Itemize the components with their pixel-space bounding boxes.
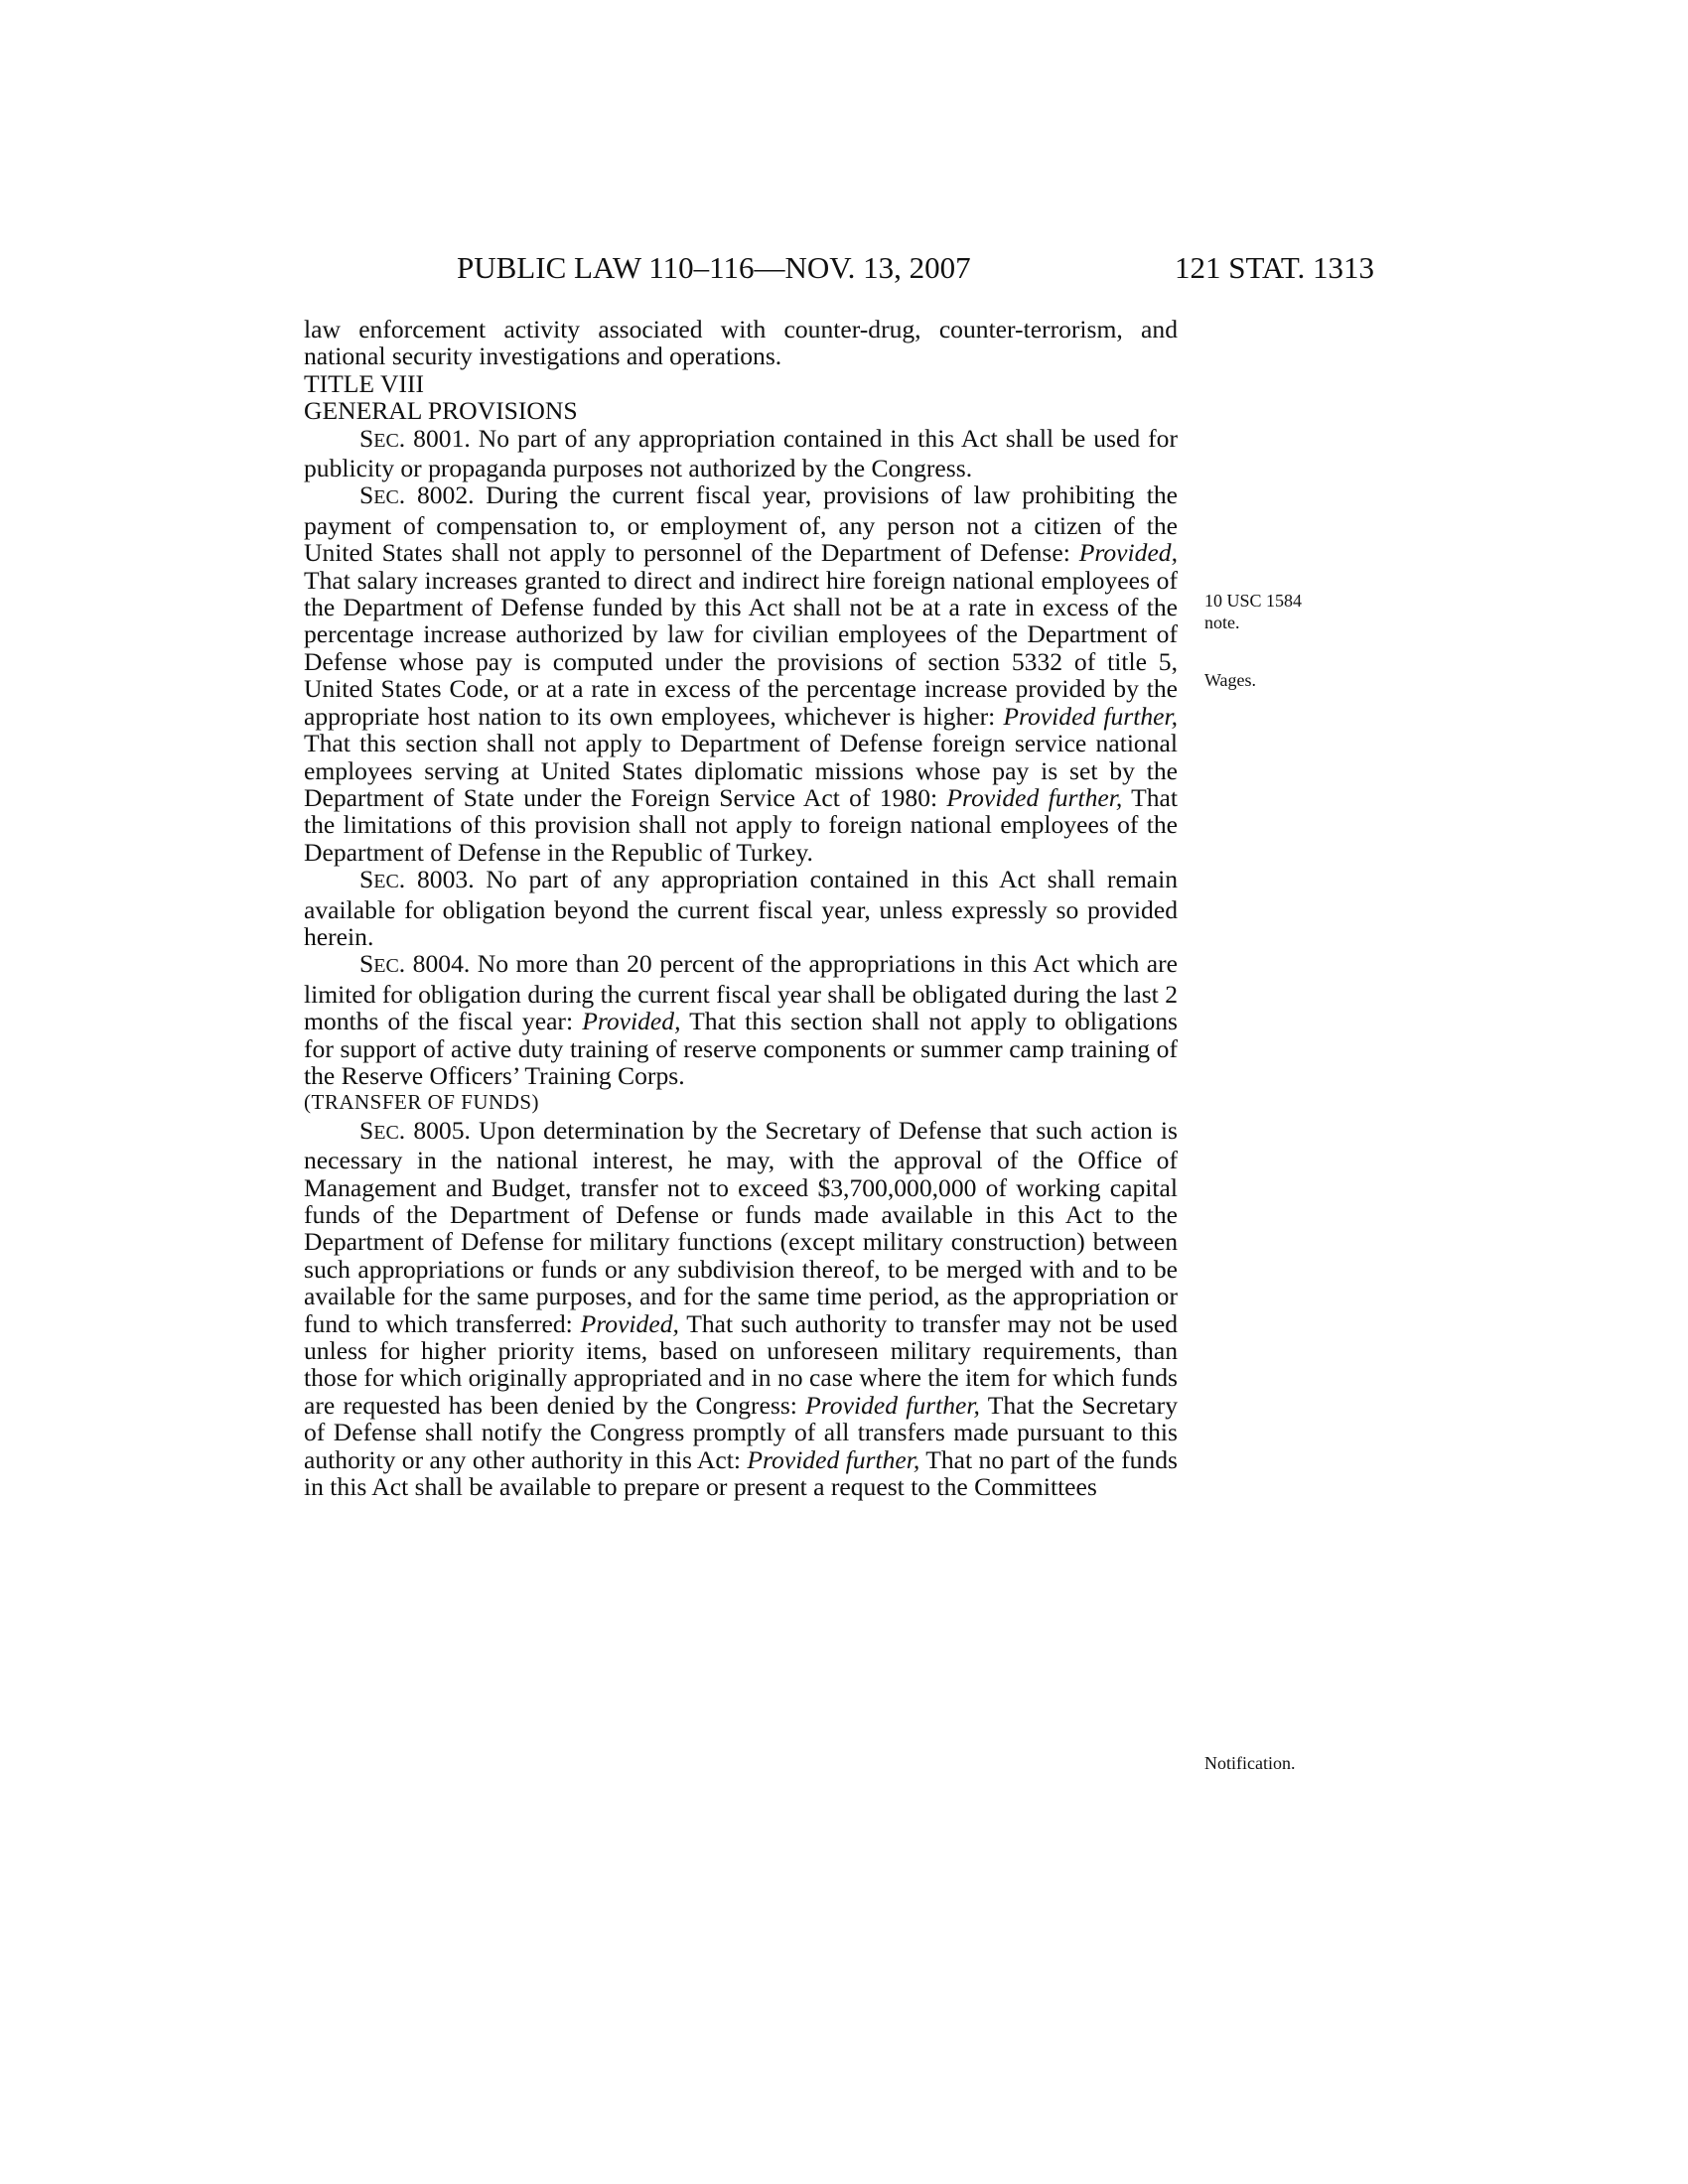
section-8004: SEC. 8004. No more than 20 percent of the appropriations in this Act which are limited for obligation during the current fiscal year shall be obligated during the last 2 months of the fiscal year: Provided, That this section shall not apply to obligations for support of active duty training of reserve components or summer camp training of the Reserve Officers’ Training Corps. (304, 949, 1178, 1090)
statute-page-number: 121 STAT. 1313 (1174, 250, 1374, 285)
transfer-of-funds-heading: (TRANSFER OF FUNDS) (304, 1090, 540, 1115)
section-8001: SEC. 8001. No part of any appropriation contained in this Act shall be used for publicity or propaganda purposes not authorized by the Congress. (304, 423, 1178, 483)
sec-label: SEC. 8005. (359, 1115, 471, 1145)
continuation-paragraph: law enforcement activity associated with counter-drug, counter-terrorism, and national security investigations and operations. (304, 315, 1178, 371)
sec-label: SEC. 8002. (359, 480, 475, 510)
margin-note-wages: Wages. (1204, 670, 1257, 690)
section-8003: SEC. 8003. No part of any appropriation contained in this Act shall remain available for obligation beyond the current fiscal year, unless expressly so provided herein. (304, 865, 1178, 951)
body-text-column (304, 316, 1178, 1500)
provided-clause: Provided further, (805, 1390, 980, 1420)
sec-label: SEC. 8001. (359, 423, 471, 453)
provided-clause: Provided further, (946, 782, 1123, 812)
margin-note-notification: Notification. (1204, 1753, 1296, 1773)
provided-clause: Provided, (1078, 538, 1178, 568)
sec-label: SEC. 8004. (359, 949, 471, 979)
section-8005: SEC. 8005. Upon determination by the Secretary of Defense that such action is necessary in the national interest, he may, with the approval of the Office of Management and Budget, transfer not to exceed $3,700,000,000 of working capital funds of the Department of Defense or funds made available in this Act to the Department of Defense for military functions (except military construction) between such appropriations or funds or any subdivision thereof, to be merged with and to be available for the same purposes, and for the same time period, as the appropriation or fund to which transferred: Provided, That such authority to transfer may not be used unless for higher priority items, based on unforeseen military requirements, than those for which originally appropriated and in no case where the item for which funds are requested has been denied by the Congress: Provided further, That the Secretary of Defense shall notify the Congress promptly of all transfers made pursuant to this authority or any other authority in this Act: Provided further, That no part of the funds in this Act shall be available to prepare or present a request to the Committees (304, 1115, 1178, 1502)
provided-clause: Provided, (580, 1308, 679, 1338)
margin-note-usc-citation (1204, 590, 1343, 633)
sec-label: SEC. 8003. (359, 865, 475, 894)
usc-citation-line: 10 USC 1584 (1204, 591, 1303, 611)
general-provisions-heading: GENERAL PROVISIONS (304, 396, 578, 426)
provided-clause: Provided, (582, 1007, 681, 1036)
title-heading: TITLE VIII (304, 368, 425, 398)
provided-clause: Provided further, (747, 1444, 920, 1474)
public-law-title: PUBLIC LAW 110–116—NOV. 13, 2007 (457, 250, 971, 285)
usc-citation-note: note. (1204, 613, 1240, 632)
provided-clause: Provided further, (1003, 701, 1178, 731)
page-header (0, 250, 1688, 290)
section-8002: SEC. 8002. During the current fiscal year, provisions of law prohibiting the payment of compensation to, or employment of, any person not a citizen of the United States shall not apply to personnel of the Department of Defense: Provided, That salary increases granted to direct and indirect hire foreign national employees of the Department of Defense funded by this Act shall not be at a rate in excess of the percentage increase authorized by law for civilian employees of the Department of Defense whose pay is computed under the provisions of section 5332 of title 5, United States Code, or at a rate in excess of the percentage increase provided by the appropriate host nation to its own employees, whichever is higher: Provided further, That this section shall not apply to Department of Defense foreign service national employees serving at United States diplomatic missions whose pay is set by the Department of State under the Foreign Service Act of 1980: Provided further, That the limitations of this provision shall not apply to foreign national employees of the Department of Defense in the Republic of Turkey. (304, 480, 1178, 867)
